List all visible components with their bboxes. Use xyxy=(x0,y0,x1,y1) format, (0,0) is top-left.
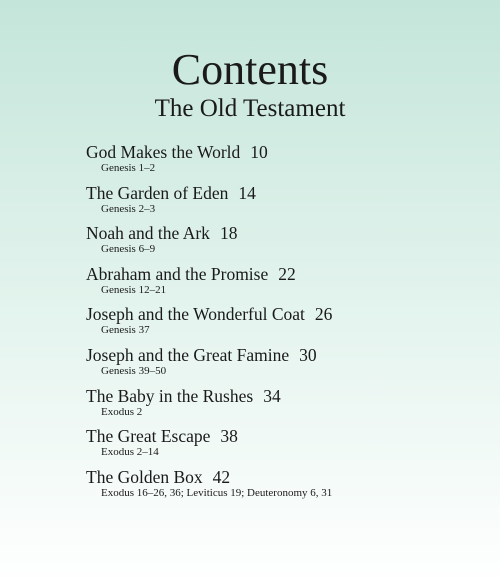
toc-entry-line xyxy=(86,426,486,446)
toc-entry-line xyxy=(86,183,486,203)
toc-entry-page: 30 xyxy=(299,344,317,365)
toc-entry-page: 18 xyxy=(219,223,238,244)
toc-entry-reference: Genesis 1–2 xyxy=(101,162,156,174)
toc-entry-page: 42 xyxy=(212,466,231,487)
toc-entry-reference: Exodus 2 xyxy=(101,405,143,418)
toc-entry-reference: Genesis 39–50 xyxy=(101,364,167,377)
toc-entry-line xyxy=(86,264,486,284)
toc-entry-line xyxy=(86,142,486,162)
toc-entry[interactable] xyxy=(86,426,486,467)
toc-entry[interactable] xyxy=(86,386,486,427)
toc-entry-line xyxy=(86,467,486,487)
toc-entry-line xyxy=(86,223,486,243)
toc-entry-line xyxy=(86,304,486,324)
toc-entry[interactable] xyxy=(86,142,486,183)
page-title: Contents xyxy=(171,45,329,94)
toc-entry-title: The Baby in the Rushes xyxy=(86,385,254,406)
toc-entry-title: Noah and the Ark xyxy=(86,223,210,244)
toc-entry-title: The Great Escape xyxy=(86,426,211,447)
toc-entry-reference: Genesis 12–21 xyxy=(101,283,167,296)
toc-entry[interactable] xyxy=(86,223,486,264)
toc-entry-title: Joseph and the Wonderful Coat xyxy=(86,304,305,325)
toc-entry[interactable] xyxy=(86,264,486,305)
toc-entry-page: 10 xyxy=(250,142,268,162)
toc-entry-line xyxy=(86,386,486,406)
toc-entry[interactable] xyxy=(86,304,486,345)
toc-entry-page: 38 xyxy=(220,426,238,447)
toc-entry-page: 22 xyxy=(278,263,296,284)
toc-entry-title: God Makes the World xyxy=(86,142,241,162)
toc-entry-reference: Genesis 2–3 xyxy=(101,202,156,215)
toc-entry-page: 34 xyxy=(263,385,281,406)
toc-entry-title: Joseph and the Great Famine xyxy=(86,344,290,365)
toc-entry-page: 14 xyxy=(238,182,256,203)
toc-entry[interactable] xyxy=(86,183,486,224)
toc-entry-title: The Golden Box xyxy=(86,466,203,487)
toc-entry-line xyxy=(86,345,486,365)
toc-entry-reference: Genesis 37 xyxy=(101,324,150,337)
toc-entry-reference: Genesis 6–9 xyxy=(101,243,156,256)
toc-entry-page: 26 xyxy=(314,304,333,325)
toc-entry-reference: Exodus 16–26, 36; Leviticus 19; Deuteronomy 6, 31 xyxy=(101,486,333,499)
toc-entry[interactable] xyxy=(86,467,486,508)
toc-entry-reference: Exodus 2–14 xyxy=(101,446,159,459)
toc-entry-title: Abraham and the Promise xyxy=(86,263,269,284)
toc-entry[interactable] xyxy=(86,345,486,386)
table-of-contents xyxy=(86,142,486,507)
toc-entry-title: The Garden of Eden xyxy=(86,182,229,203)
section-title: The Old Testament xyxy=(154,95,346,122)
